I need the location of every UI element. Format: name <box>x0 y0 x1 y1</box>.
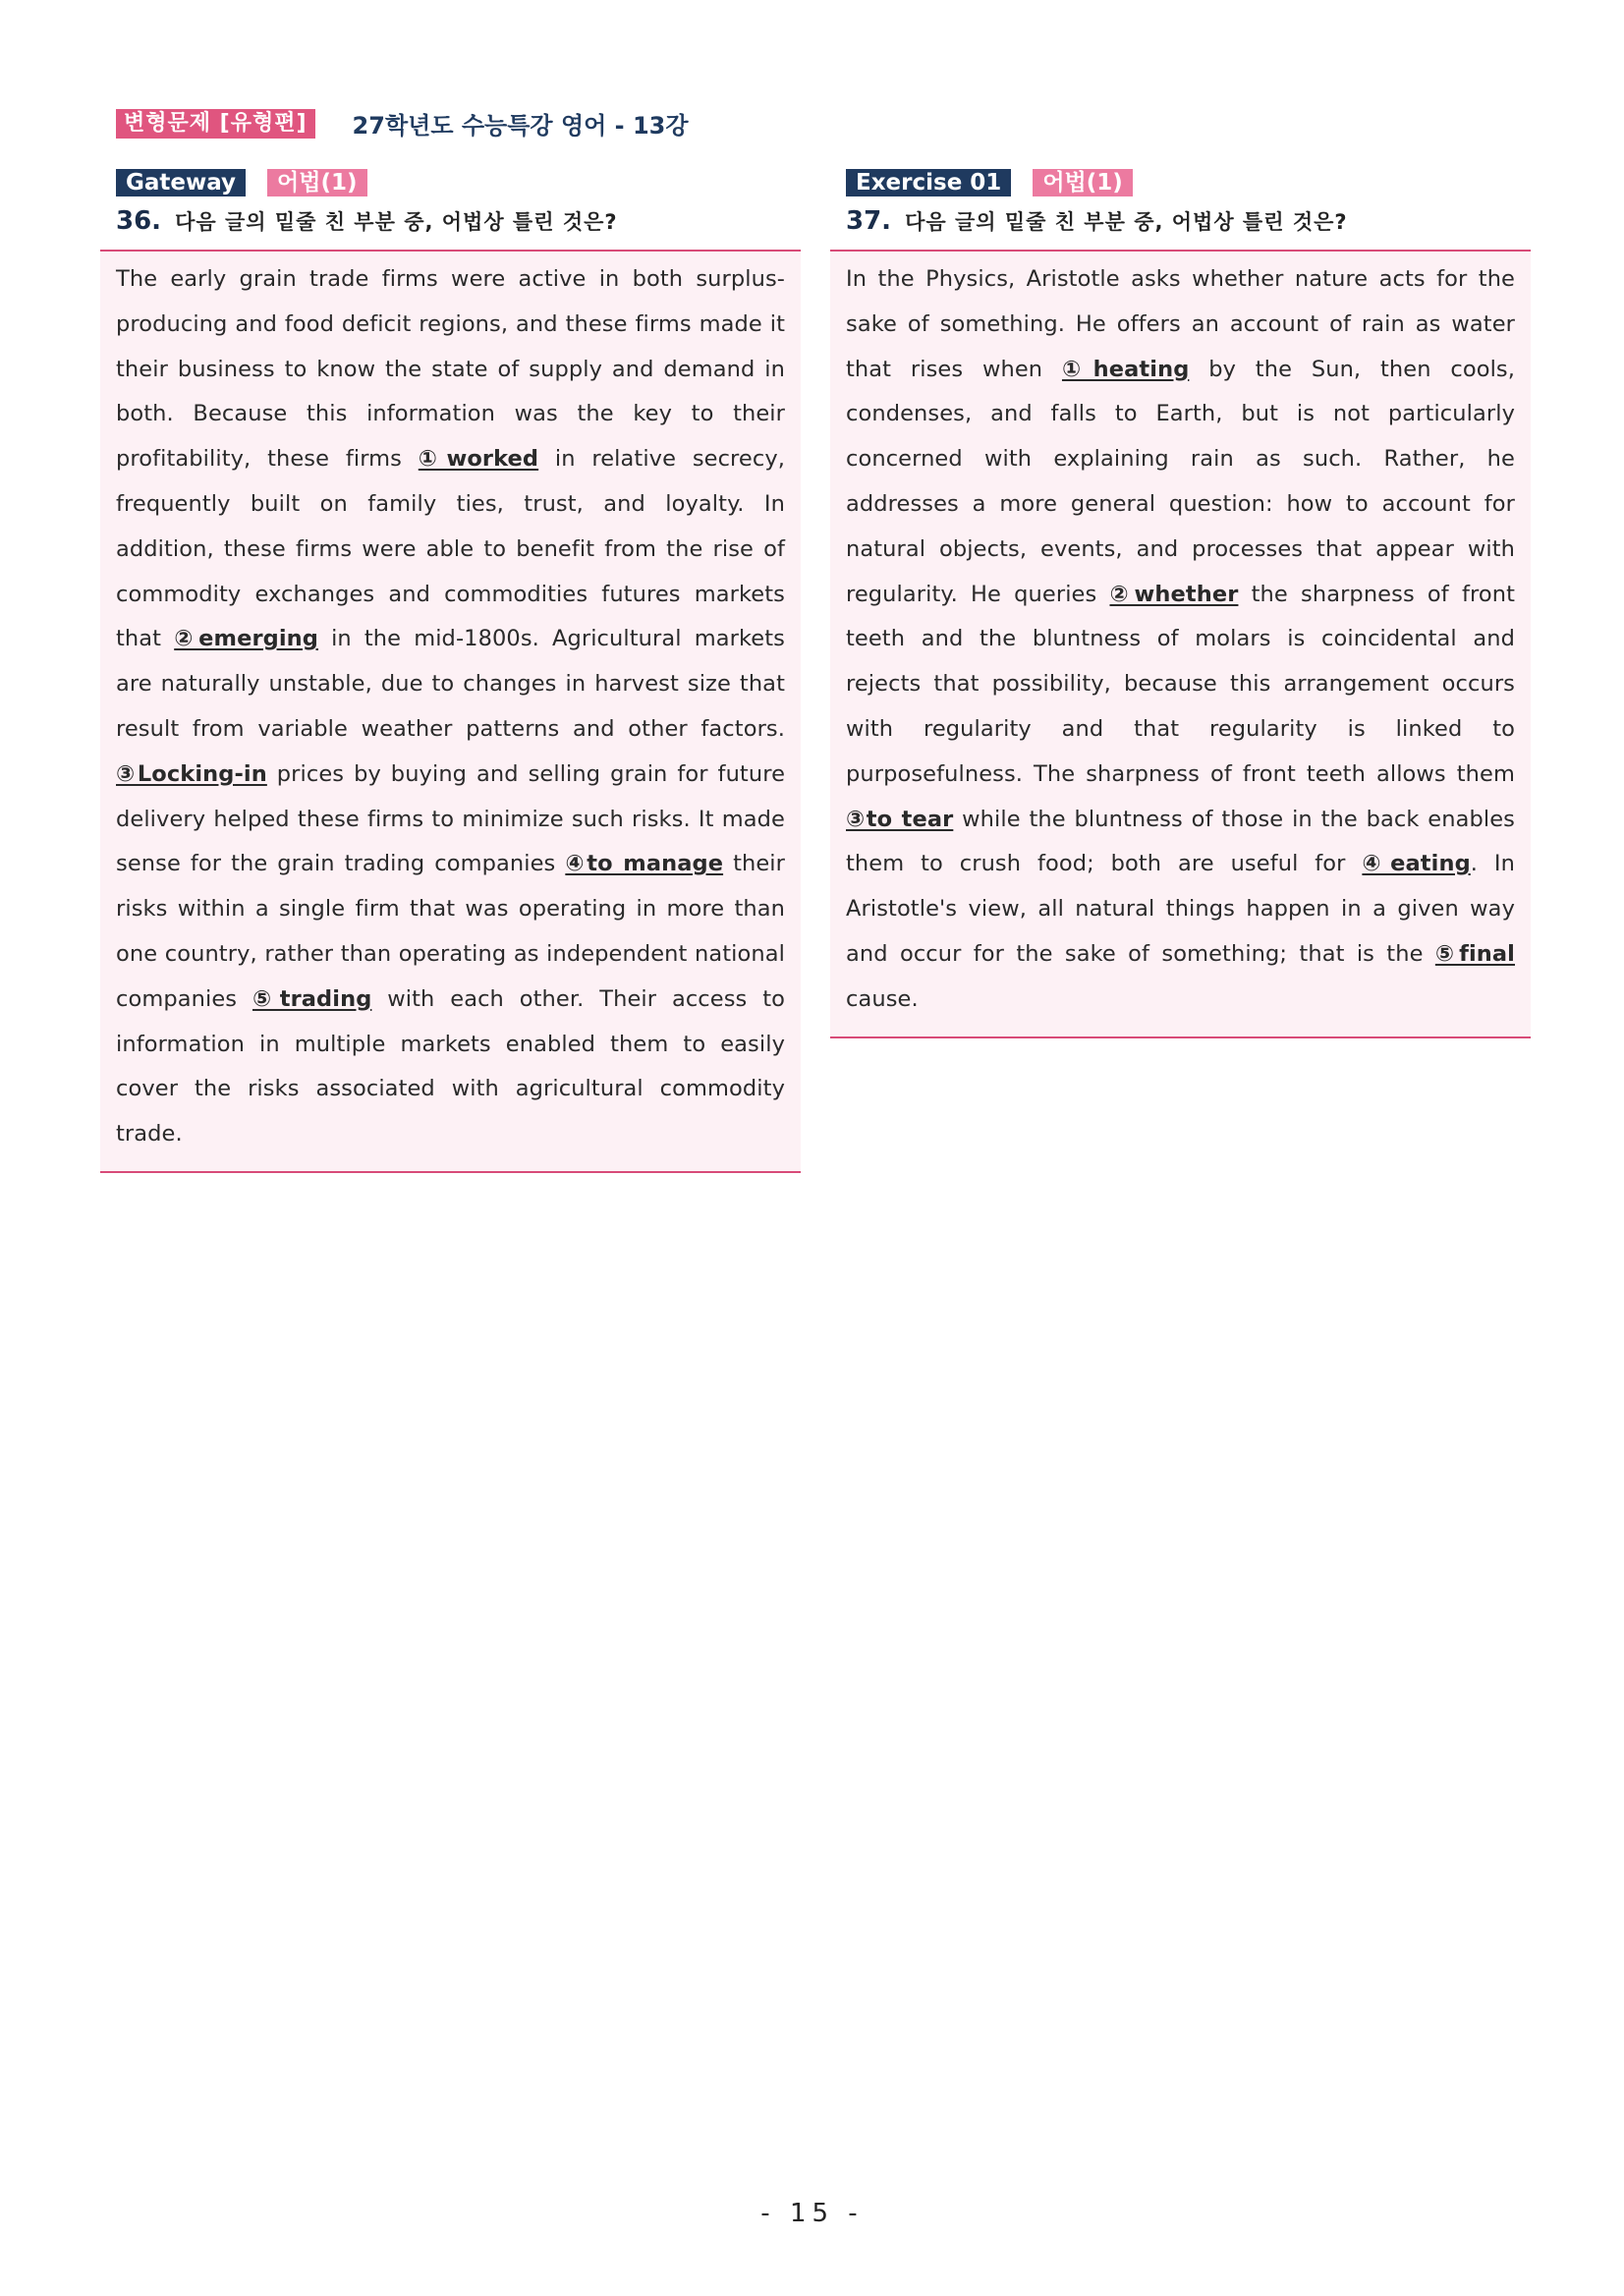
gateway-label: Gateway <box>116 169 246 196</box>
page-number: - 15 - <box>760 2199 864 2228</box>
underlined-choice: ③Locking-in <box>116 760 267 787</box>
underlined-choice: ④eating <box>1362 851 1471 877</box>
passage-text: The early grain trade firms were active in both surplus-producing and food deficit regions, and these firms made it their business to know the state of supply and demand in both. Because this information was the key to their profitability, these firms ①worked in relative secrecy, frequently built on family ties, trust, and loyalty. In addition, these firms were able to benefit from the rise of commodity exchanges and commodities futures markets that ②emerging in the mid-1800s. Agricultural markets are naturally unstable, due to changes in harvest size that result from variable weather patterns and other factors. ③Locking-in prices by buying and selling grain for future delivery helped these firms to minimize such risks. It made sense for the grain trading companies ④to manage their risks within a single firm that was operating in more than one country, rather than operating as independent national companies ⑤trading with each other. Their access to information in multiple markets enabled them to easily cover the risks associated with agricultural commodity trade. <box>116 266 786 1148</box>
underlined-choice: ①heating <box>1061 356 1190 382</box>
question-prompt: 다음 글의 밑줄 친 부분 중, 어법상 틀린 것은? <box>905 210 1348 234</box>
underlined-choice: ②emerging <box>174 626 318 652</box>
exercise-label: Exercise 01 <box>846 169 1011 196</box>
underlined-choice: ①worked <box>418 446 539 473</box>
underlined-choice: ③to tear <box>846 806 954 832</box>
question-heading <box>116 206 801 240</box>
right-labels <box>846 169 1531 196</box>
underlined-choice: ⑤trading <box>252 985 372 1012</box>
question-heading <box>846 206 1531 240</box>
question-number: 36. <box>116 206 162 236</box>
page-title: 27학년도 수능특강 영어 - 13강 <box>352 112 689 140</box>
question-number: 37. <box>846 206 892 236</box>
variant-tag: 변형문제 [유형편] <box>116 109 315 139</box>
passage-box <box>830 250 1531 1038</box>
passage-box <box>100 250 801 1173</box>
underlined-choice: ④to manage <box>565 851 724 877</box>
question-prompt: 다음 글의 밑줄 친 부분 중, 어법상 틀린 것은? <box>175 210 618 234</box>
underlined-choice: ②whether <box>1109 581 1239 607</box>
page-header <box>116 106 689 140</box>
grammar-type-label: 어법(1) <box>267 169 366 196</box>
right-question-column <box>830 169 1531 1038</box>
left-labels <box>116 169 801 196</box>
passage-text: In the Physics, Aristotle asks whether nature acts for the sake of something. He offers an account of rain as water that rises when ①heating by the Sun, then cools, condenses, and falls to Earth, but is not particularly concerned with explaining rain as such. Rather, he addresses a more general question: how to account for natural objects, events, and processes that appear with regularity. He queries ②whether the sharpness of front teeth and the bluntness of molars is coincidental and rejects that possibility, because this arrangement occurs with regularity and that regularity is linked to purposefulness. The sharpness of front teeth allows them ③to tear while the bluntness of those in the back enables them to crush food; both are useful for ④eating. In Aristotle's view, all natural things happen in a given way and occur for the sake of something; that is the ⑤final cause. <box>846 266 1516 1012</box>
underlined-choice: ⑤final <box>1434 940 1515 967</box>
left-question-column <box>100 169 801 1173</box>
grammar-type-label: 어법(1) <box>1033 169 1132 196</box>
